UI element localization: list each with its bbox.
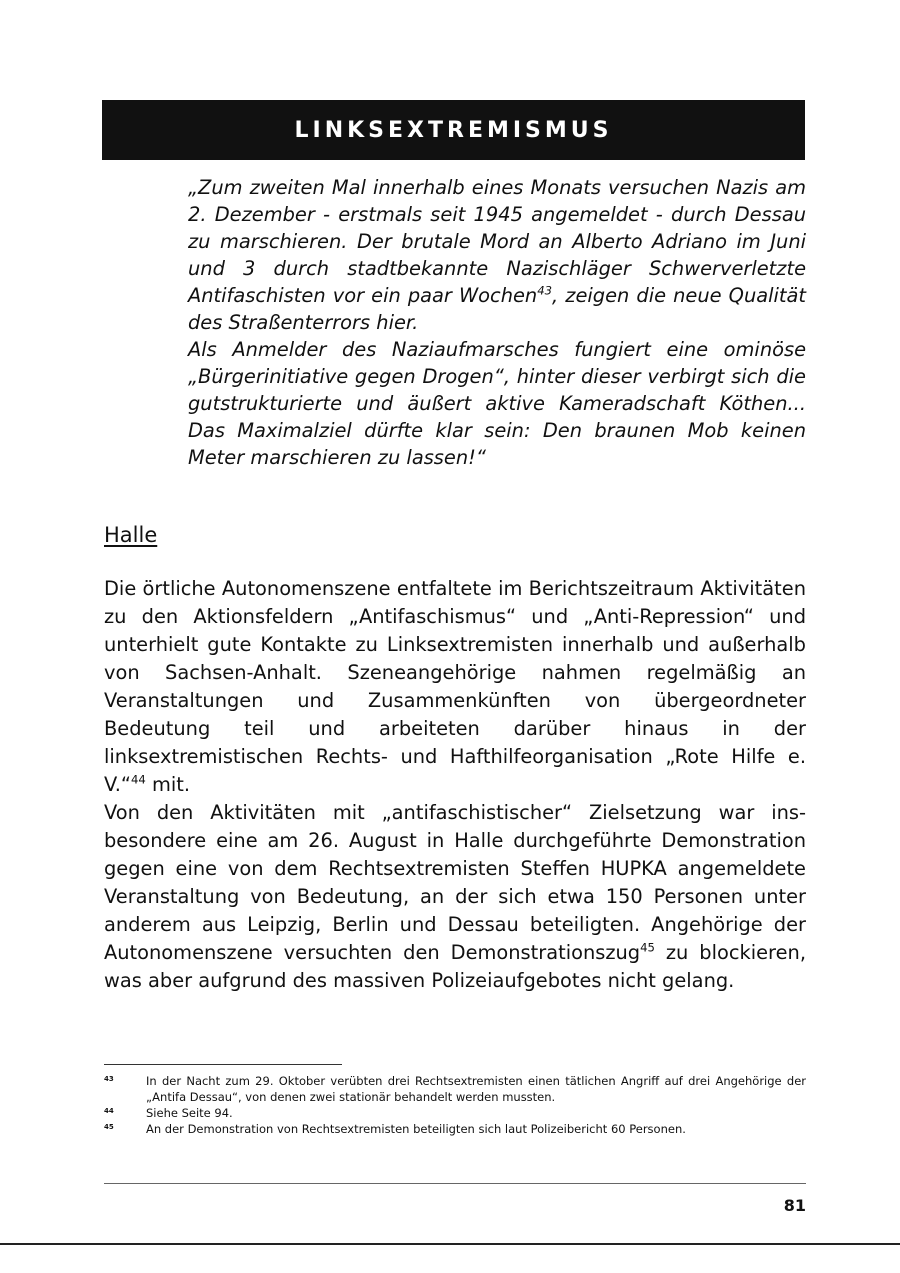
chapter-title: LINKSEXTREMISMUS [294, 117, 613, 143]
quote-paragraph-2: Als Anmelder des Naziaufmarsches fungiert eine ominöse „Bürgerinitiative gegen Drogen“, hinter dieser verbirgt sich die gutstrukturierte und äußert aktive Kameradschaft Köthen... Das Maximalziel dürfte klar sein: Den braunen Mob keinen Meter marschieren zu lassen!“ [188, 338, 806, 469]
body-paragraph-2 [104, 799, 806, 995]
footnote-ref-45[interactable]: 45 [640, 940, 655, 955]
footnote-45 [104, 1121, 806, 1137]
footnote-43 [104, 1073, 806, 1105]
footnote-text: Siehe Seite 94. [146, 1106, 233, 1120]
quote-text-part1: „Zum zweiten Mal innerhalb eines Monats versuchen Nazis am 2. Dezember - erstmals seit 1945 angemeldet - durch Dessau zu marschieren. Der brutale Mord an Alberto Adriano im Juni und 3 durch stadtbekannte Nazischläger Schwerverletzte Antifaschisten vor ein paar Wochen [188, 176, 806, 307]
footnote-text: An der Demonstration von Rechtsextremisten beteiligten sich laut Polizeibericht 60 Personen. [146, 1122, 686, 1136]
footnote-number: 44 [104, 1107, 114, 1115]
footnote-44 [104, 1105, 806, 1121]
footnote-number: 43 [104, 1075, 114, 1083]
footnote-separator [104, 1064, 342, 1065]
quote-text-part2: , zeigen die neue Qualität des Straßenterrors hier. [188, 284, 806, 334]
block-quote [188, 174, 806, 471]
body-text [104, 575, 806, 995]
chapter-header-bar [102, 100, 805, 160]
footnotes [104, 1073, 806, 1137]
footnote-text: In der Nacht zum 29. Oktober verübten drei Rechtsextremisten einen tätlichen Angriff auf drei Angehörige der „Antifa Dessau“, von denen zwei stationär behandelt werden mussten. [146, 1074, 806, 1104]
footnote-ref-43[interactable]: 43 [537, 283, 553, 298]
footnote-ref-44[interactable]: 44 [130, 772, 146, 787]
footer-rule [104, 1183, 806, 1184]
paragraph-2-text: Von den Aktivitäten mit „antifaschistischer“ Zielsetzung war insbesondere eine am 26. August in Halle durchgeführte Demonstration gegen eine von dem Rechtsextremisten Steffen HUPKA angemeldete Veranstaltung von Bedeutung, an der sich etwa 150 Personen unter anderem aus Leipzig, Berlin und Dessau beteiligten. Angehörige der Autonomenszene versuchten den Demonstrationszug [104, 801, 806, 964]
scan-edge-line [0, 1243, 900, 1245]
paragraph-1-text: Die örtliche Autonomenszene entfaltete im Berichtszeitraum Aktivitäten zu den Aktionsfeldern „Antifaschismus“ und „Anti-Repression“ und unterhielt gute Kontakte zu Linksextremisten innerhalb und außerhalb von Sachsen-Anhalt. Szeneangehörige nahmen regelmäßig an Veranstaltungen und Zusammenkünften von übergeordneter Bedeutung teil und arbeiteten darüber hinaus in der linksextremistischen Rechts- und Hafthilfeorganisation „Rote Hilfe e. V.“ [104, 577, 806, 796]
section-heading-halle: Halle [104, 523, 158, 547]
body-paragraph-1 [104, 575, 806, 799]
paragraph-1-tail: mit. [145, 773, 190, 796]
paragraph-2-tail: zu blockieren, was aber aufgrund des massiven Polizeiaufgebotes nicht gelang. [104, 941, 806, 992]
footnote-number: 45 [104, 1123, 114, 1131]
page-number: 81 [783, 1196, 806, 1215]
